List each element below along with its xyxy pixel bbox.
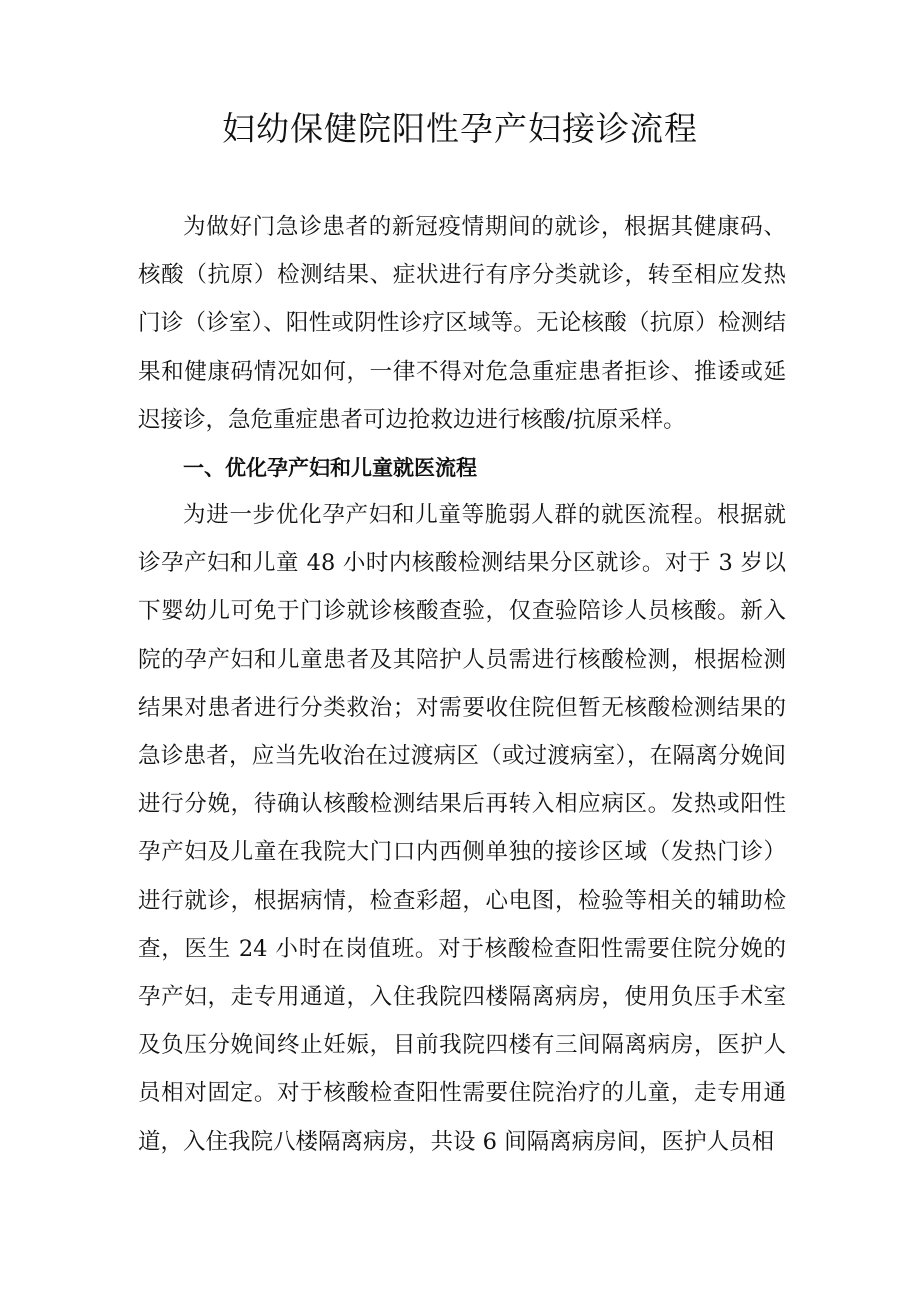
section-heading: 一、优化孕产妇和儿童就医流程 <box>183 456 477 480</box>
document-title: 妇幼保健院阳性孕产妇接诊流程 <box>222 109 698 148</box>
section-paragraph: 为进一步优化孕产妇和儿童等脆弱人群的就医流程。根据就诊孕产妇和儿童 48 小时内核酸检测结果分区就诊。对于 3 岁以下婴幼儿可免于门诊就诊核酸查验，仅查验陪诊人员核酸。新入院的孕产妇和儿童患者及其陪护人员需进行核酸检测，根据检测结果对患者进行分类救治；对需要收住院但暂无核酸检测结果的急诊患者，应当先收治在过渡病区（或过渡病室），在隔离分娩间进行分娩，待确认核酸检测结果后再转入相应病区。发热或阳性孕产妇及儿童在我院大门口内西侧单独的接诊区域（发热门诊）进行就诊，根据病情，检查彩超，心电图，检验等相关的辅助检查，医生 24 小时在岗值班。对于核酸检查阳性需要住院分娩的孕产妇，走专用通道，入住我院四楼隔离病房，使用负压手术室及负压分娩间终止妊娠，目前我院四楼有三间隔离病房，医护人员相对固定。对于核酸检查阳性需要住院治疗的儿童，走专用通道，入住我院八楼隔离病房，共设 6 间隔离病房间，医护人员相 <box>138 502 786 1155</box>
intro-paragraph: 为做好门急诊患者的新冠疫情期间的就诊，根据其健康码、核酸（抗原）检测结果、症状进行有序分类就诊，转至相应发热门诊（诊室）、阳性或阴性诊疗区域等。无论核酸（抗原）检测结果和健康码情况如何，一律不得对危急重症患者拒诊、推诿或延迟接诊，急危重症患者可边抢救边进行核酸/抗原采样。 <box>138 214 786 433</box>
